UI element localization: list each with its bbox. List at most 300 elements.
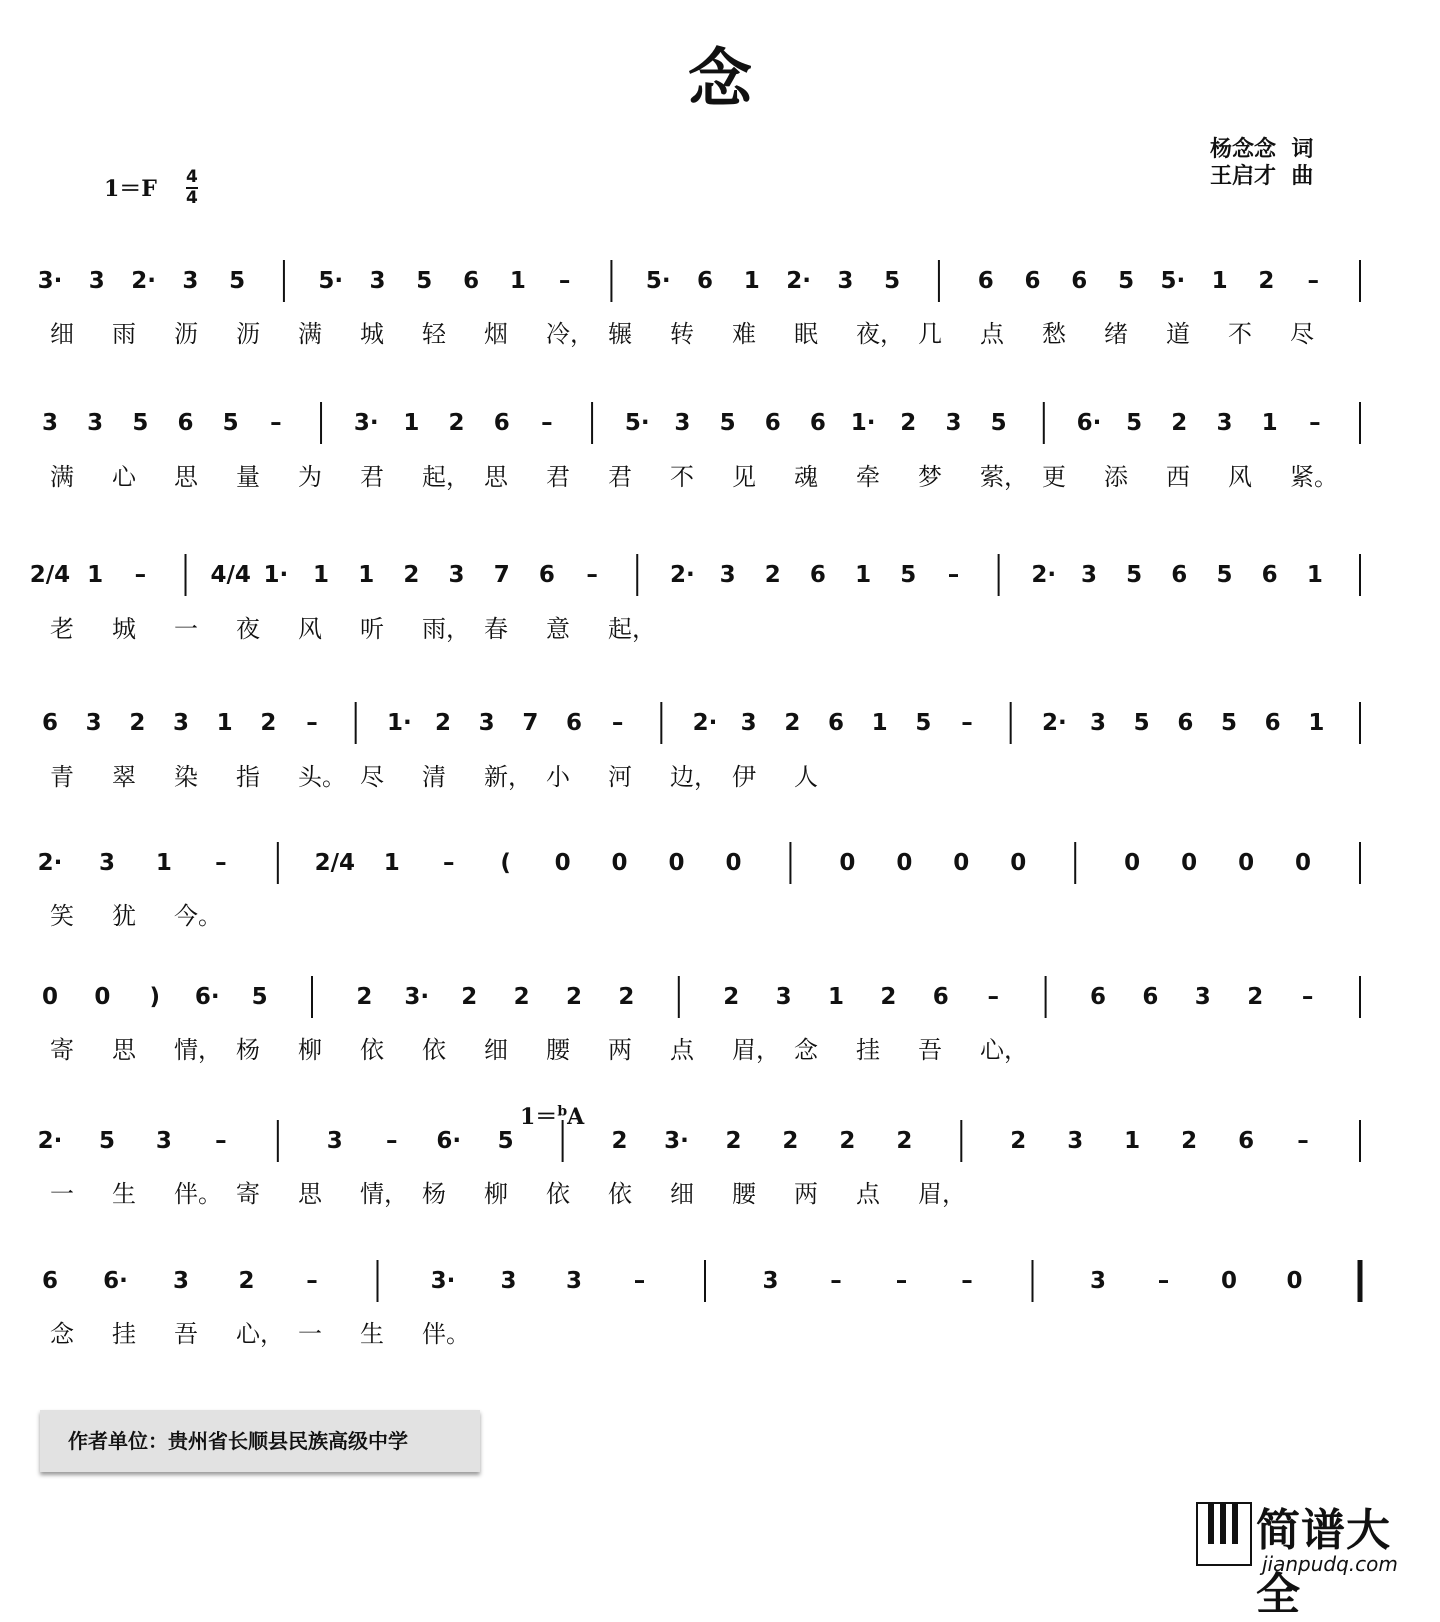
lyric-char: 边， [670,763,718,791]
lyric-char: 伴。 [422,1320,470,1348]
note: – [1297,1128,1309,1154]
note: – [385,1128,398,1154]
lyric-char: 难 [732,320,756,348]
lyric-char: 老 [50,615,74,643]
note: 3 [155,1128,172,1154]
note: 2 [880,984,897,1010]
lyric-char: 君 [546,463,570,491]
lyric-char: 染 [174,763,198,791]
lyric-char: 夜， [856,320,904,348]
lyric-char: 尽 [360,763,384,791]
lyric-char: 辗 [608,320,632,348]
note: 3 [172,1268,190,1294]
lyric-char: 头。 [298,763,346,791]
note: 5 [1126,562,1143,588]
lyric-char: 翠 [112,763,136,791]
note: 2 [238,1268,255,1294]
lyric-char: 春 [484,615,508,643]
note: 0 [839,850,856,876]
note: 2 [782,1128,799,1154]
note: 6 [696,268,714,294]
lyric-char: 人 [794,763,818,791]
lyric-char: 风 [298,615,322,643]
note: 1 [1308,710,1325,736]
note: 5 [98,1128,115,1154]
note: 3 [478,710,495,736]
logo-text: 简谱大全 [1256,1505,1391,1620]
note: 2· [670,562,695,588]
lyric-char: 柳 [298,1036,322,1064]
note: 5 [416,268,433,294]
note: 1 [87,562,104,588]
lyric-char: 情， [174,1036,222,1064]
note: 6 [41,710,59,736]
lyric-char: 依 [546,1180,570,1208]
lyric-char: 两 [608,1036,632,1064]
note: 2 [513,984,530,1010]
note: 0 [668,850,685,876]
note: – [134,562,147,588]
note: 2 [764,562,781,588]
note: 6· [194,984,220,1010]
lyric-char: 不 [1228,320,1252,348]
note: 3 [1067,1128,1084,1154]
note: 1· [386,710,412,736]
lyric-char: 思 [112,1036,136,1064]
lyric-char: 君 [608,463,632,491]
note: 6 [764,410,781,436]
lyric-char: 小 [546,763,570,791]
lyric-char: 笑 [50,902,74,930]
lyric-char: 眉， [732,1036,780,1064]
note: 6 [538,562,555,588]
lyric-char: 腰 [732,1180,756,1208]
lyric-char: 今。 [174,902,222,930]
note: 5 [1126,410,1143,436]
lyric-char: 听 [360,615,384,643]
lyric-char: 杨 [236,1036,260,1064]
note: 3 [500,1268,517,1294]
note: 0 [1124,850,1141,876]
note: 1 [403,410,420,436]
note: 4/4 [210,562,251,588]
note: 1 [1261,410,1278,436]
lyric-char: 细 [484,1036,508,1064]
lyric-char: 点 [670,1036,694,1064]
lyric-char: 寄 [50,1036,74,1064]
note: 2 [1171,410,1188,436]
note: 0 [953,850,970,876]
lyric-char: 不 [670,463,694,491]
note: 2 [1010,1128,1027,1154]
lyric-char: 思 [484,463,508,491]
note: 3 [1194,984,1211,1010]
note: 6 [809,410,826,436]
note: – [1301,984,1314,1010]
note: – [442,850,455,876]
note: 2 [611,1128,628,1154]
note: 3 [1089,710,1107,736]
lyric-char: 一 [50,1180,74,1208]
note: 6 [1171,562,1188,588]
lyric-char: 清 [422,763,446,791]
note: – [215,850,227,876]
note: 1 [216,710,233,736]
lyric-char: 念 [50,1320,74,1348]
note: 5 [229,268,246,294]
note: 6 [932,984,949,1010]
lyric-char: 思 [298,1180,322,1208]
note: 6 [1071,268,1088,294]
note: 2· [786,268,811,294]
lyricist-credit: 杨念念 词 [1210,137,1314,162]
note: 1· [263,562,289,588]
lyric-char: 伴。 [174,1180,222,1208]
note: – [633,1268,646,1294]
key-change-note: A [567,1104,585,1130]
note: 3 [565,1268,583,1294]
lyric-char: 腰 [546,1036,570,1064]
lyric-char: 愁 [1042,320,1066,348]
note: 0 [1220,1268,1238,1294]
note: 6 [809,562,826,588]
piano-keys-icon [1196,1502,1252,1566]
note: 2· [37,850,63,876]
lyric-char: 依 [360,1036,384,1064]
note: 6 [827,710,845,736]
note: 6· [436,1128,462,1154]
note: 5· [645,268,671,294]
note: – [895,1268,908,1294]
note: 3 [88,268,105,294]
note: 1 [509,268,526,294]
note: 2 [1258,268,1275,294]
note: 6 [1261,562,1278,588]
note: 2 [723,984,740,1010]
lyric-char: 冷， [546,320,594,348]
note: 6 [1264,710,1281,736]
note: 6 [41,1268,59,1294]
note: ( [500,850,511,876]
note: 2 [129,710,146,736]
note: 3 [85,710,102,736]
note: 0 [1010,850,1027,876]
note: 3 [98,850,115,876]
lyric-char: 见 [732,463,756,491]
lyric-char: 点 [980,320,1004,348]
note: 2 [434,710,452,736]
lyric-char: 量 [236,463,260,491]
note: 0 [1295,850,1312,876]
key-signature: 1＝F [104,176,157,202]
note: 3 [837,268,854,294]
note: 6 [1177,710,1194,736]
note: 6 [1238,1128,1255,1154]
lyric-char: 满 [50,463,74,491]
lyric-char: 挂 [112,1320,136,1348]
note: 2· [37,1128,63,1154]
lyric-char: 情， [360,1180,408,1208]
lyric-char: 牵 [856,463,880,491]
note: – [541,410,553,436]
lyric-char: 城 [112,615,136,643]
note: – [1157,1268,1170,1294]
note: – [947,562,960,588]
lyric-char: 犹 [112,902,136,930]
note: 0 [1181,850,1198,876]
lyric-char: 风 [1228,463,1252,491]
note: 6 [1024,268,1041,294]
note: 2 [260,710,277,736]
note: 6· [1076,410,1102,436]
lyric-char: 指 [236,763,260,791]
note: 6 [565,710,583,736]
note: 3 [182,268,199,294]
key-change-prefix: 1＝ [520,1104,558,1130]
note: 1 [358,562,375,588]
song-title: 念 [688,42,752,117]
note: 3 [762,1268,779,1294]
note: – [961,1268,973,1294]
lyric-char: 轻 [422,320,446,348]
note: 3· [37,268,63,294]
note: 5 [719,410,736,436]
note: 1 [871,710,888,736]
note: 2 [1247,984,1264,1010]
note: 2 [448,410,465,436]
note: 3· [404,984,430,1010]
note: 2· [131,268,156,294]
note: 5 [900,562,917,588]
note: 3 [719,562,736,588]
lyric-char: 雨 [112,320,136,348]
note: 6 [493,410,510,436]
note: 3 [369,268,386,294]
lyric-char: 依 [422,1036,446,1064]
note: 1 [1306,562,1323,588]
flat-sign: b [557,1103,568,1120]
note: 3 [87,410,104,436]
time-signature-bottom: 4 [186,188,198,208]
lyric-char: 生 [360,1320,384,1348]
note: – [586,562,598,588]
note: 2· [692,710,718,736]
lyric-char: 吾 [918,1036,942,1064]
note: 5 [1133,710,1150,736]
lyric-char: 起， [608,615,656,643]
lyric-char: 一 [174,615,198,643]
lyric-char: 添 [1104,463,1128,491]
lyric-char: 为 [298,463,322,491]
time-signature-top: 4 [186,167,198,187]
note: – [558,268,571,294]
note: 5 [132,410,149,436]
note: – [306,710,318,736]
lyric-char: 心， [980,1036,1028,1064]
note: 2· [1031,562,1057,588]
lyric-char: 烟 [484,320,508,348]
lyric-char: 萦， [980,463,1028,491]
note: 3 [945,410,962,436]
lyric-char: 尽 [1290,320,1314,348]
note: 2 [900,410,917,436]
lyric-char: 青 [50,763,74,791]
lyric-char: 生 [112,1180,136,1208]
lyric-char: 新， [484,763,532,791]
note: – [1309,410,1321,436]
lyric-char: 心， [236,1320,284,1348]
lyric-char: 起， [422,463,470,491]
lyric-char: 沥 [174,320,198,348]
lyric-char: 吾 [174,1320,198,1348]
note: 2 [784,710,801,736]
note: 2 [565,984,583,1010]
note: 2 [403,562,420,588]
note: 5 [990,410,1007,436]
note: 5 [222,410,239,436]
note: 5 [884,268,901,294]
note: 1 [743,268,760,294]
note: ) [149,984,161,1010]
note: 3 [41,410,59,436]
note: 3· [430,1268,456,1294]
note: 0 [41,984,59,1010]
lyric-char: 伊 [732,763,756,791]
note: 0 [94,984,111,1010]
note: 6 [1142,984,1159,1010]
lyric-char: 细 [670,1180,694,1208]
lyric-char: 更 [1042,463,1066,491]
note: 2/4 [314,850,355,876]
lyric-char: 转 [670,320,694,348]
note: 2 [461,984,478,1010]
note: 5 [915,710,932,736]
lyric-char: 沥 [236,320,260,348]
note: 3 [775,984,792,1010]
note: 6 [463,268,480,294]
note: 0 [1286,1268,1303,1294]
lyric-char: 绪 [1104,320,1128,348]
note: 5 [1220,710,1238,736]
note: 3 [674,410,691,436]
lyric-char: 几 [918,320,942,348]
lyric-char: 点 [856,1180,880,1208]
lyric-char: 城 [360,320,384,348]
note: 6· [103,1268,128,1294]
lyric-char: 念 [794,1036,818,1064]
note: 3 [1216,410,1233,436]
note: 6 [1089,984,1107,1010]
note: 3 [740,710,757,736]
note: 3 [326,1128,343,1154]
note: 6 [177,410,194,436]
lyric-char: 意 [546,615,570,643]
note: 5· [1160,268,1186,294]
lyric-char: 细 [50,320,74,348]
note: 1 [1211,268,1228,294]
note: 1· [850,410,876,436]
note: – [215,1128,227,1154]
note: – [270,410,282,436]
note: 5 [1118,268,1135,294]
lyric-char: 心 [112,463,136,491]
note: 5· [318,268,344,294]
note: 0 [611,850,628,876]
note: 1 [155,850,172,876]
lyric-char: 魂 [794,463,818,491]
note: 1 [1124,1128,1141,1154]
note: 3· [664,1128,689,1154]
lyric-char: 道 [1166,320,1190,348]
lyric-char: 两 [794,1180,818,1208]
lyric-char: 一 [298,1320,322,1348]
note: 3 [448,562,465,588]
note: 1 [313,562,330,588]
note: 5· [624,410,650,436]
note: 1 [855,562,872,588]
note: 2 [725,1128,742,1154]
lyric-char: 西 [1166,463,1190,491]
lyric-char: 思 [174,463,198,491]
lyric-char: 寄 [236,1180,260,1208]
note: 5 [497,1128,514,1154]
lyric-char: 紧。 [1290,463,1338,491]
lyric-char: 杨 [422,1180,446,1208]
note: 2· [1041,710,1067,736]
note: – [611,710,624,736]
note: 1 [383,850,400,876]
composer-credit: 王启才 曲 [1210,164,1314,189]
note: 3· [353,410,379,436]
lyric-char: 雨， [422,615,470,643]
note: 2 [896,1128,913,1154]
note: 2 [1181,1128,1198,1154]
note: – [1307,268,1319,294]
note: 2/4 [29,562,71,588]
note: 2 [618,984,635,1010]
lyric-char: 满 [298,320,322,348]
note: 1 [827,984,845,1010]
site-logo [1196,1502,1432,1620]
note: 2 [839,1128,856,1154]
author-affiliation: 作者单位：贵州省长顺县民族高级中学 [40,1410,480,1472]
note: 0 [554,850,571,876]
note: 0 [896,850,913,876]
lyric-char: 挂 [856,1036,880,1064]
note: – [961,710,973,736]
note: 7 [493,562,510,588]
note: 5 [251,984,268,1010]
note: 0 [1238,850,1255,876]
lyric-char: 河 [608,763,632,791]
note: 0 [725,850,742,876]
note: 3 [1080,562,1097,588]
lyric-char: 柳 [484,1180,508,1208]
note: 7 [522,710,539,736]
note: 6 [977,268,994,294]
note: 3 [1089,1268,1107,1294]
note: 3 [172,710,190,736]
lyric-char: 梦 [918,463,942,491]
note: 2 [356,984,373,1010]
note: – [987,984,999,1010]
lyric-char: 依 [608,1180,632,1208]
note: – [306,1268,318,1294]
lyric-char: 眠 [794,320,818,348]
note: – [830,1268,842,1294]
lyric-char: 君 [360,463,384,491]
note: 5 [1216,562,1233,588]
